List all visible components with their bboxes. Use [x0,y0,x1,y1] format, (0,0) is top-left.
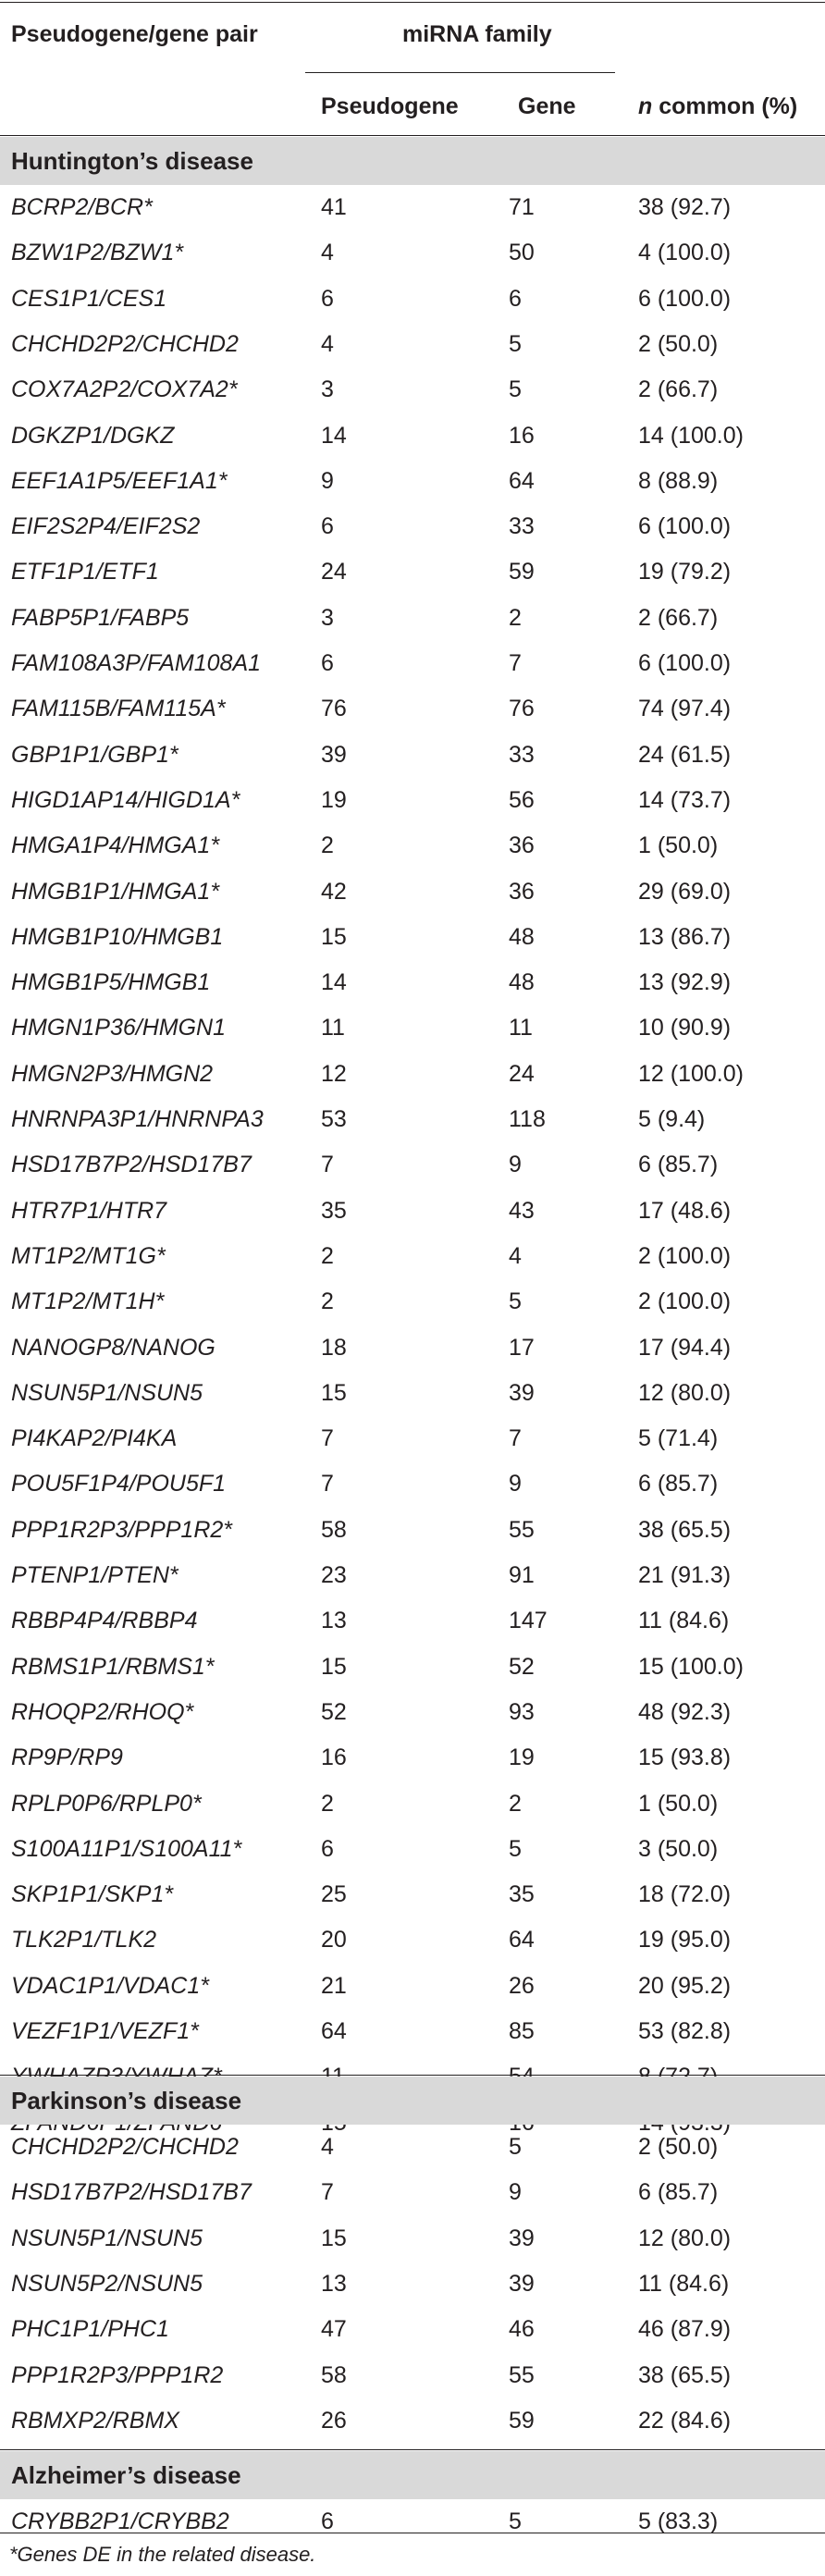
cell-common: 53 (82.8) [638,2018,732,2044]
cell-pair: HMGN2P3/HMGN2 [11,1061,214,1087]
table-row [0,1461,825,1507]
cell-common: 14 (100.0) [638,423,744,449]
cell-pair: FAM108A3P/FAM108A1 [11,650,262,676]
table-row [0,960,825,1005]
cell-pseudogene: 15 [321,2225,347,2251]
cell-pair: CHCHD2P2/CHCHD2 [11,331,239,357]
cell-gene: 71 [509,194,535,220]
cell-pseudogene: 6 [321,650,334,676]
cell-gene: 36 [509,832,535,858]
cell-pseudogene: 76 [321,696,347,721]
cell-common: 5 (71.4) [638,1425,719,1451]
cell-gene: 46 [509,2316,535,2342]
cell-pair: NSUN5P1/NSUN5 [11,1380,203,1406]
cell-pair: HTR7P1/HTR7 [11,1198,167,1224]
cell-pair: HNRNPA3P1/HNRNPA3 [11,1106,264,1132]
cell-common: 18 (72.0) [638,1881,732,1907]
cell-pseudogene: 9 [321,468,334,494]
cell-gene: 147 [509,1608,548,1633]
cell-gene: 5 [509,331,522,357]
cell-gene: 9 [509,1152,522,1177]
table-row [0,1234,825,1279]
cell-pseudogene: 2 [321,1288,334,1314]
cell-pair: BCRP2/BCR* [11,194,153,220]
cell-pair: HSD17B7P2/HSD17B7 [11,1152,252,1177]
cell-pseudogene: 3 [321,376,334,402]
table-row [0,596,825,641]
header-pair: Pseudogene/gene pair [11,21,258,47]
cell-pseudogene: 2 [321,832,334,858]
cell-gene: 4 [509,1243,522,1269]
cell-pseudogene: 15 [321,1380,347,1406]
cell-gene: 7 [509,650,522,676]
header-group-rule [305,72,615,73]
cell-common: 17 (48.6) [638,1198,732,1224]
cell-gene: 64 [509,468,535,494]
cell-gene: 2 [509,605,522,631]
table-top-rule [0,2,825,3]
table-row [0,1325,825,1371]
table-row [0,1645,825,1690]
cell-pseudogene: 7 [321,1425,334,1451]
table-row [0,1917,825,1963]
cell-common: 6 (85.7) [638,1152,719,1177]
cell-pseudogene: 58 [321,2362,347,2388]
cell-pair: RPLP0P6/RPLP0* [11,1791,202,1817]
section-title: Huntington’s disease [11,147,253,175]
cell-pair: EEF1A1P5/EEF1A1* [11,468,228,494]
cell-gene: 7 [509,1425,522,1451]
table-row [0,1416,825,1461]
header-n-common-rest: common (%) [652,93,798,119]
cell-pair: BZW1P2/BZW1* [11,240,184,265]
cell-pair: PHC1P1/PHC1 [11,2316,169,2342]
cell-gene: 64 [509,1927,535,1953]
cell-gene: 39 [509,1380,535,1406]
cell-gene: 43 [509,1198,535,1224]
cell-gene: 59 [509,559,535,585]
cell-gene: 5 [509,1288,522,1314]
cell-common: 6 (100.0) [638,650,732,676]
cell-pseudogene: 26 [321,2408,347,2434]
cell-pair: TLK2P1/TLK2 [11,1927,157,1953]
cell-common: 24 (61.5) [638,742,732,768]
cell-common: 2 (100.0) [638,1243,732,1269]
cell-pair: NANOGP8/NANOG [11,1335,215,1361]
cell-pair: RHOQP2/RHOQ* [11,1699,194,1725]
cell-pseudogene: 35 [321,1198,347,1224]
cell-common: 21 (91.3) [638,1562,732,1588]
table-row [0,230,825,276]
cell-pseudogene: 4 [321,331,334,357]
cell-common: 4 (100.0) [638,240,732,265]
table-row [0,778,825,823]
cell-gene: 5 [509,376,522,402]
cell-gene: 55 [509,2362,535,2388]
section-title: Alzheimer’s disease [11,2461,241,2489]
table-row [0,2307,825,2352]
cell-pseudogene: 15 [321,1654,347,1680]
table-row [0,1371,825,1416]
cell-pseudogene: 41 [321,194,347,220]
cell-pair: FABP5P1/FABP5 [11,605,190,631]
section-header [0,2451,825,2499]
cell-common: 19 (95.0) [638,1927,732,1953]
cell-pair: RBBP4P4/RBBP4 [11,1608,198,1633]
table-row [0,823,825,869]
table-row [0,277,825,322]
table-row [0,686,825,732]
cell-pseudogene: 47 [321,2316,347,2342]
cell-common: 13 (92.9) [638,969,732,995]
cell-pair: EIF2S2P4/EIF2S2 [11,513,201,539]
cell-gene: 19 [509,1744,535,1770]
cell-common: 38 (92.7) [638,194,732,220]
cell-common: 5 (9.4) [638,1106,706,1132]
section-divider [0,2075,825,2076]
cell-gene: 9 [509,2179,522,2205]
cell-common: 11 (84.6) [638,1608,730,1633]
cell-gene: 16 [509,423,535,449]
cell-gene: 33 [509,742,535,768]
cell-common: 22 (84.6) [638,2408,732,2434]
cell-gene: 35 [509,1881,535,1907]
cell-pseudogene: 14 [321,423,347,449]
cell-gene: 9 [509,1471,522,1497]
cell-gene: 39 [509,2225,535,2251]
cell-pseudogene: 12 [321,1061,347,1087]
cell-common: 6 (100.0) [638,286,732,312]
cell-pair: POU5F1P4/POU5F1 [11,1471,227,1497]
table-row [0,2170,825,2215]
cell-common: 29 (69.0) [638,879,732,905]
cell-gene: 11 [509,1015,533,1041]
cell-pseudogene: 13 [321,1608,347,1633]
cell-common: 12 (100.0) [638,1061,744,1087]
table-row [0,504,825,549]
cell-pseudogene: 53 [321,1106,347,1132]
cell-common: 1 (50.0) [638,1791,719,1817]
cell-common: 38 (65.5) [638,1517,732,1543]
table-row [0,459,825,504]
cell-pseudogene: 15 [321,924,347,950]
table-row [0,1097,825,1142]
cell-common: 2 (50.0) [638,331,719,357]
table-row [0,1508,825,1553]
cell-pseudogene: 18 [321,1335,347,1361]
cell-gene: 91 [509,1562,535,1588]
cell-pair: COX7A2P2/COX7A2* [11,376,238,402]
cell-common: 48 (92.3) [638,1699,732,1725]
cell-common: 6 (85.7) [638,2179,719,2205]
table-row [0,1827,825,1872]
table-row [0,1781,825,1827]
cell-pair: PTENP1/PTEN* [11,1562,179,1588]
table-row [0,2009,825,2054]
cell-common: 12 (80.0) [638,2225,732,2251]
cell-pair: VDAC1P1/VDAC1* [11,1973,209,1999]
cell-common: 19 (79.2) [638,559,732,585]
cell-gene: 50 [509,240,535,265]
cell-common: 38 (65.5) [638,2362,732,2388]
section-header [0,137,825,185]
cell-common: 2 (66.7) [638,376,719,402]
header-n-common [638,92,797,120]
cell-pair: HMGB1P10/HMGB1 [11,924,224,950]
table-row [0,367,825,413]
cell-gene: 48 [509,969,535,995]
table-row [0,641,825,686]
cell-gene: 39 [509,2271,535,2297]
cell-gene: 48 [509,924,535,950]
cell-common: 46 (87.9) [638,2316,732,2342]
cell-common: 6 (85.7) [638,1471,719,1497]
cell-pair: NSUN5P2/NSUN5 [11,2271,203,2297]
cell-gene: 76 [509,696,535,721]
cell-common: 2 (100.0) [638,1288,732,1314]
table-row [0,2125,825,2170]
cell-common: 12 (80.0) [638,1380,732,1406]
cell-common: 1 (50.0) [638,832,719,858]
cell-pseudogene: 21 [321,1973,347,1999]
table-row [0,2499,825,2545]
table-row [0,869,825,915]
cell-pseudogene: 3 [321,605,334,631]
cell-gene: 118 [509,1106,546,1132]
cell-pair: RP9P/RP9 [11,1744,123,1770]
cell-common: 14 (73.7) [638,787,732,813]
cell-pair: MT1P2/MT1H* [11,1288,165,1314]
table-row [0,549,825,595]
cell-pseudogene: 58 [321,1517,347,1543]
table-row [0,1735,825,1781]
cell-pseudogene: 4 [321,240,334,265]
cell-pseudogene: 13 [321,2271,347,2297]
cell-gene: 33 [509,513,535,539]
cell-pseudogene: 39 [321,742,347,768]
cell-gene: 56 [509,787,535,813]
cell-pseudogene: 19 [321,787,347,813]
cell-pseudogene: 6 [321,1836,334,1862]
header-gene: Gene [518,93,576,119]
cell-common: 74 (97.4) [638,696,732,721]
header-pseudogene: Pseudogene [321,93,459,119]
cell-pair: HMGB1P5/HMGB1 [11,969,211,995]
cell-common: 17 (94.4) [638,1335,732,1361]
cell-gene: 5 [509,1836,522,1862]
cell-gene: 93 [509,1699,535,1725]
cell-pseudogene: 2 [321,1791,334,1817]
section-header [0,2077,825,2125]
table-row [0,1005,825,1051]
cell-gene: 24 [509,1061,535,1087]
cell-pair: MT1P2/MT1G* [11,1243,166,1269]
cell-common: 13 (86.7) [638,924,732,950]
cell-pseudogene: 7 [321,2179,334,2205]
cell-gene: 55 [509,1517,535,1543]
cell-pair: PPP1R2P3/PPP1R2 [11,2362,224,2388]
cell-pair: HIGD1AP14/HIGD1A* [11,787,240,813]
cell-pseudogene: 14 [321,969,347,995]
cell-pseudogene: 7 [321,1152,334,1177]
header-bottom-rule [0,135,825,136]
cell-pseudogene: 52 [321,1699,347,1725]
cell-pair: GBP1P1/GBP1* [11,742,179,768]
cell-common: 20 (95.2) [638,1973,732,1999]
cell-gene: 26 [509,1973,535,1999]
footnote: *Genes DE in the related disease. [9,2543,316,2566]
table-row [0,1142,825,1188]
cell-common: 11 (84.6) [638,2271,730,2297]
cell-pair: CES1P1/CES1 [11,286,167,312]
cell-pair: RBMS1P1/RBMS1* [11,1654,215,1680]
cell-common: 2 (66.7) [638,605,719,631]
cell-pseudogene: 6 [321,513,334,539]
cell-pseudogene: 4 [321,2134,334,2160]
cell-common: 2 (50.0) [638,2134,719,2160]
cell-pseudogene: 2 [321,1243,334,1269]
cell-gene: 36 [509,879,535,905]
table-row [0,185,825,230]
cell-common: 8 (88.9) [638,468,719,494]
cell-common: 5 (83.3) [638,2508,719,2534]
cell-pair: CRYBB2P1/CRYBB2 [11,2508,229,2534]
header-n-italic: n [638,93,653,119]
cell-pair: SKP1P1/SKP1* [11,1881,174,1907]
cell-common: 3 (50.0) [638,1836,719,1862]
table-row [0,1189,825,1234]
cell-common: 10 (90.9) [638,1015,732,1041]
cell-gene: 6 [509,286,522,312]
cell-pseudogene: 24 [321,559,347,585]
cell-pseudogene: 64 [321,2018,347,2044]
cell-gene: 17 [509,1335,535,1361]
cell-gene: 5 [509,2508,522,2534]
cell-pair: CHCHD2P2/CHCHD2 [11,2134,239,2160]
cell-pair: FAM115B/FAM115A* [11,696,226,721]
cell-common: 6 (100.0) [638,513,732,539]
cell-pseudogene: 6 [321,286,334,312]
cell-pair: PI4KAP2/PI4KA [11,1425,178,1451]
table-row [0,1279,825,1325]
section-title: Parkinson’s disease [11,2087,242,2114]
cell-pair: VEZF1P1/VEZF1* [11,2018,199,2044]
cell-pseudogene: 7 [321,1471,334,1497]
cell-pair: HMGN1P36/HMGN1 [11,1015,226,1041]
cell-gene: 59 [509,2408,535,2434]
cell-pseudogene: 6 [321,2508,334,2534]
cell-pair: S100A11P1/S100A11* [11,1836,242,1862]
table-row [0,1052,825,1097]
header-mirna-family: miRNA family [402,21,552,47]
cell-pseudogene: 25 [321,1881,347,1907]
cell-common: 15 (93.8) [638,1744,732,1770]
cell-pair: HMGB1P1/HMGA1* [11,879,220,905]
table-row [0,2398,825,2444]
table-row [0,322,825,367]
table-row [0,2216,825,2262]
cell-pair: HMGA1P4/HMGA1* [11,832,220,858]
cell-pair: ETF1P1/ETF1 [11,559,159,585]
cell-common: 15 (100.0) [638,1654,744,1680]
cell-pseudogene: 23 [321,1562,347,1588]
cell-pseudogene: 11 [321,1015,345,1041]
table-row [0,413,825,459]
table-row [0,1553,825,1598]
cell-pseudogene: 16 [321,1744,347,1770]
cell-gene: 85 [509,2018,535,2044]
cell-pair: HSD17B7P2/HSD17B7 [11,2179,252,2205]
cell-pseudogene: 42 [321,879,347,905]
cell-gene: 52 [509,1654,535,1680]
cell-pair: RBMXP2/RBMX [11,2408,179,2434]
table-row [0,1872,825,1917]
table-row [0,2262,825,2307]
table-row [0,1690,825,1735]
table-row [0,1598,825,1644]
table-row [0,733,825,778]
table-row [0,915,825,960]
cell-pair: DGKZP1/DGKZ [11,423,175,449]
table-row [0,1964,825,2009]
cell-pseudogene: 20 [321,1927,347,1953]
cell-gene: 5 [509,2134,522,2160]
section-divider [0,2449,825,2450]
cell-gene: 2 [509,1791,522,1817]
cell-pair: NSUN5P1/NSUN5 [11,2225,203,2251]
table-row [0,2353,825,2398]
cell-pair: PPP1R2P3/PPP1R2* [11,1517,233,1543]
